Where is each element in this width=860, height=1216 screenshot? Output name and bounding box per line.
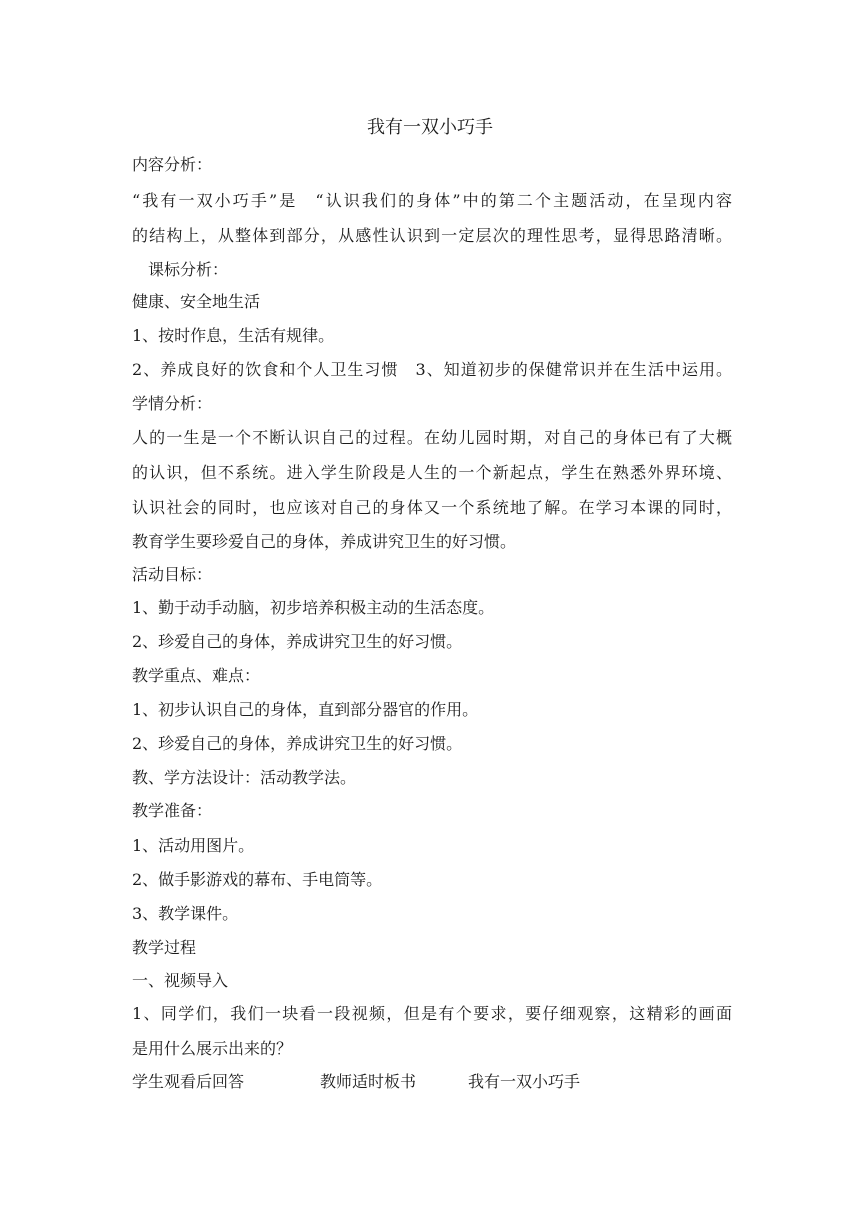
board-title-text: 我有一双小巧手 (468, 1072, 581, 1091)
teacher-board-text: 教师适时板书 (320, 1072, 417, 1091)
heading-student-analysis: 学情分析： (132, 394, 213, 413)
paragraph-line: “我有一双小巧手”是 “认识我们的身体”中的第二个主题活动，在呈现内容 (132, 191, 732, 210)
paragraph-line: 教育学生要珍爱自己的身体，养成讲究卫生的好习惯。 (132, 532, 517, 551)
list-item: 3、教学课件。 (132, 904, 239, 923)
document-title: 我有一双小巧手 (367, 117, 493, 138)
list-item: 2、珍爱自己的身体，养成讲究卫生的好习惯。 (132, 632, 463, 651)
list-item: 1、按时作息，生活有规律。 (132, 326, 335, 345)
list-item: 2、养成良好的饮食和个人卫生习惯 3、知道初步的保健常识并在生活中运用。 (132, 360, 732, 379)
heading-teaching-prep: 教学准备： (132, 801, 213, 820)
list-item: 1、初步认识自己的身体，直到部分器官的作用。 (132, 700, 479, 719)
paragraph-line: 健康、安全地生活 (132, 292, 261, 311)
paragraph-line: 的认识，但不系统。进入学生阶段是人生的一个新起点，学生在熟悉外界环境、 (132, 463, 732, 482)
heading-video-intro: 一、视频导入 (132, 971, 229, 990)
paragraph-line: 是用什么展示出来的？ (132, 1039, 293, 1058)
heading-activity-goals: 活动目标： (132, 565, 213, 584)
heading-teaching-process: 教学过程 (132, 938, 197, 957)
paragraph-line: 1、同学们，我们一块看一段视频，但是有个要求，要仔细观察，这精彩的画面 (132, 1004, 732, 1023)
paragraph-line: 认识社会的同时，也应该对自己的身体又一个系统地了解。在学习本课的同时， (132, 498, 732, 517)
list-item: 2、珍爱自己的身体，养成讲究卫生的好习惯。 (132, 734, 463, 753)
list-item: 1、勤于动手动脑，初步培养积极主动的生活态度。 (132, 598, 495, 617)
list-item: 1、活动用图片。 (132, 836, 255, 855)
student-answer-text: 学生观看后回答 (132, 1072, 245, 1091)
paragraph-line: 人的一生是一个不断认识自己的过程。在幼儿园时期，对自己的身体已有了大概 (132, 428, 732, 447)
heading-content-analysis: 内容分析： (132, 155, 213, 174)
heading-teaching-method: 教、学方法设计：活动教学法。 (132, 768, 357, 787)
heading-curriculum-analysis: 课标分析： (148, 260, 229, 279)
last-line (132, 1068, 732, 1096)
paragraph-line: 的结构上，从整体到部分，从感性认识到一定层次的理性思考，显得思路清晰。 (132, 226, 732, 245)
heading-key-points: 教学重点、难点： (132, 666, 261, 685)
list-item: 2、做手影游戏的幕布、手电筒等。 (132, 870, 383, 889)
